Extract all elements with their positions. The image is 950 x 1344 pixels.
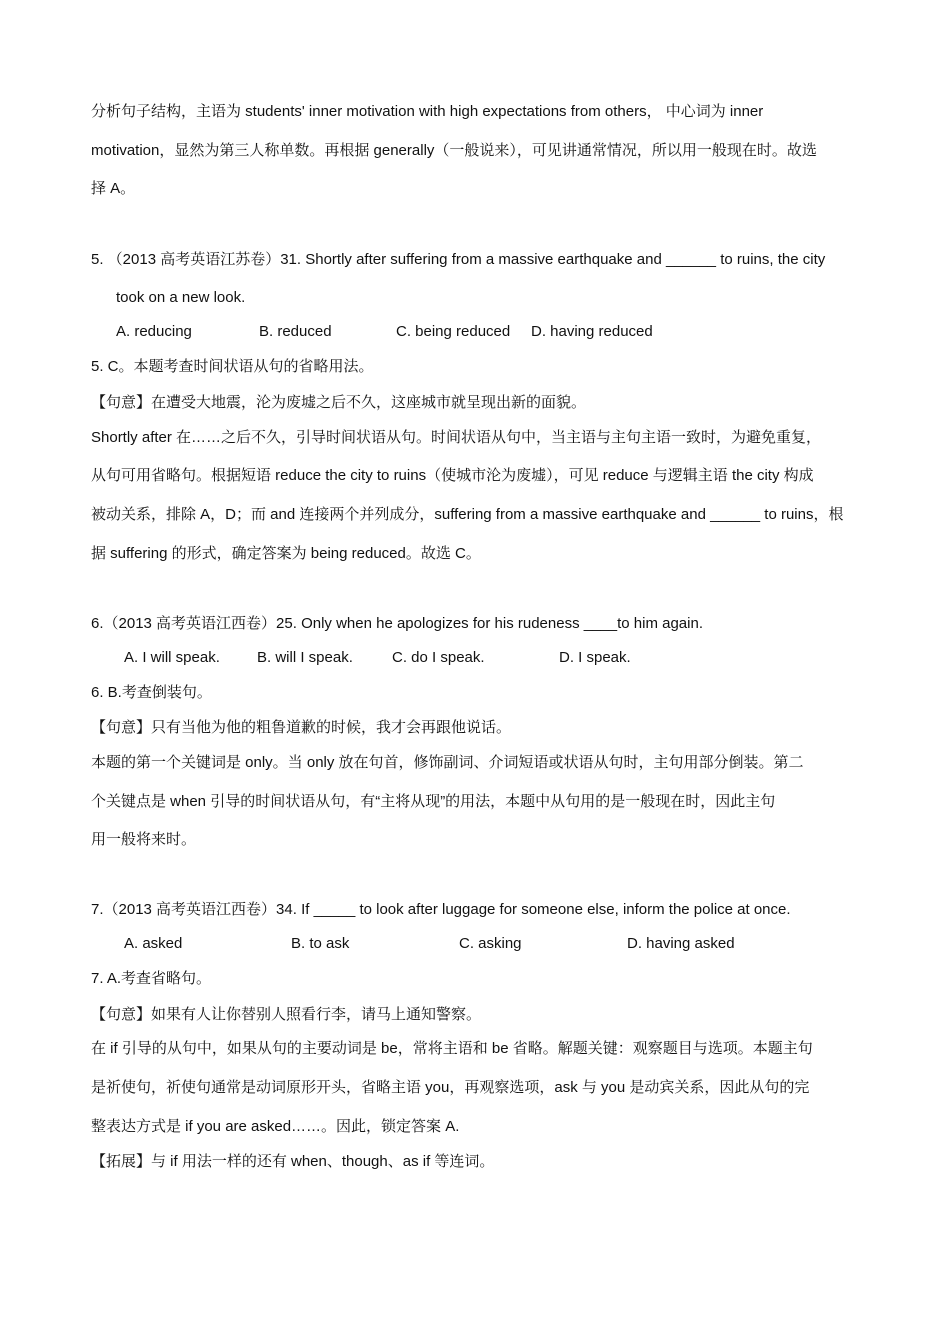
q7-option-d: D. having asked (627, 935, 735, 952)
q5-stem-line-2: took on a new look. (116, 289, 246, 306)
q6-option-b: B. will I speak. (257, 649, 353, 666)
q5-option-d: D. having reduced (531, 323, 653, 340)
q5-explanation-line-3: 被动关系，排除 A，D；而 and 连接两个并列成分，suffering from a massive earthquake and ______ to ruins，根 (91, 506, 844, 523)
q6-option-d: D. I speak. (559, 649, 631, 666)
q6-explanation-line-3: 用一般将来时。 (91, 831, 197, 848)
q5-option-a: A. reducing (116, 323, 192, 340)
q6-stem: 6.（2013 高考英语江西卷）25. Only when he apologizes for his rudeness ____to him again. (91, 615, 703, 632)
intro-line-3: 择 A。 (91, 180, 136, 197)
q7-option-a: A. asked (124, 935, 183, 952)
q5-explanation-line-4: 据 suffering 的形式，确定答案为 being reduced。故选 C。 (91, 545, 481, 562)
q7-explanation-line-2: 是祈使句，祈使句通常是动词原形开头，省略主语 you，再观察选项，ask 与 you 是动宾关系，因此从句的完 (91, 1079, 810, 1096)
q7-meaning: 【句意】如果有人让你替别人照看行李，请马上通知警察。 (91, 1006, 482, 1023)
q5-meaning: 【句意】在遭受大地震，沦为废墟之后不久，这座城市就呈现出新的面貌。 (91, 394, 587, 411)
q7-answer: 7. A.考查省略句。 (91, 970, 212, 987)
intro-line-2: motivation，显然为第三人称单数。再根据 generally（一般说来），可见讲通常情况，所以用一般现在时。故选 (91, 142, 817, 159)
q7-explanation-line-3: 整表达方式是 if you are asked……。因此，锁定答案 A. (91, 1118, 460, 1135)
q5-option-b: B. reduced (259, 323, 332, 340)
q6-explanation-line-1: 本题的第一个关键词是 only。当 only 放在句首，修饰副词、介词短语或状语从句时，主句用部分倒装。第二 (91, 754, 804, 771)
q5-option-c: C. being reduced (396, 323, 511, 340)
q7-stem: 7.（2013 高考英语江西卷）34. If _____ to look after luggage for someone else, inform the police at once. (91, 901, 791, 918)
q5-explanation-line-2: 从句可用省略句。根据短语 reduce the city to ruins（使城市沦为废墟），可见 reduce 与逻辑主语 the city 构成 (91, 467, 814, 484)
q5-answer: 5. C。本题考查时间状语从句的省略用法。 (91, 358, 374, 375)
q6-meaning: 【句意】只有当他为他的粗鲁道歉的时候，我才会再跟他说话。 (91, 719, 512, 736)
q7-option-c: C. asking (459, 935, 522, 952)
q7-extension: 【拓展】与 if 用法一样的还有 when、though、as if 等连词。 (91, 1153, 495, 1170)
intro-line-1: 分析句子结构，主语为 students' inner motivation with high expectations from others， 中心词为 inner (91, 103, 764, 120)
q5-explanation-line-1: Shortly after 在……之后不久，引导时间状语从句。时间状语从句中，当主语与主句主语一致时，为避免重复， (91, 429, 822, 446)
q5-stem-line-1: 5. （2013 高考英语江苏卷）31. Shortly after suffering from a massive earthquake and ______ to ruins, the city (91, 251, 826, 268)
q6-option-a: A. I will speak. (124, 649, 220, 666)
q7-option-b: B. to ask (291, 935, 350, 952)
q6-option-c: C. do I speak. (392, 649, 485, 666)
q7-explanation-line-1: 在 if 引导的从句中，如果从句的主要动词是 be，常将主语和 be 省略。解题关键：观察题目与选项。本题主句 (91, 1040, 813, 1057)
q6-answer: 6. B.考查倒装句。 (91, 684, 212, 701)
q6-explanation-line-2: 个关键点是 when 引导的时间状语从句，有“主将从现”的用法，本题中从句用的是一般现在时，因此主句 (91, 793, 776, 810)
